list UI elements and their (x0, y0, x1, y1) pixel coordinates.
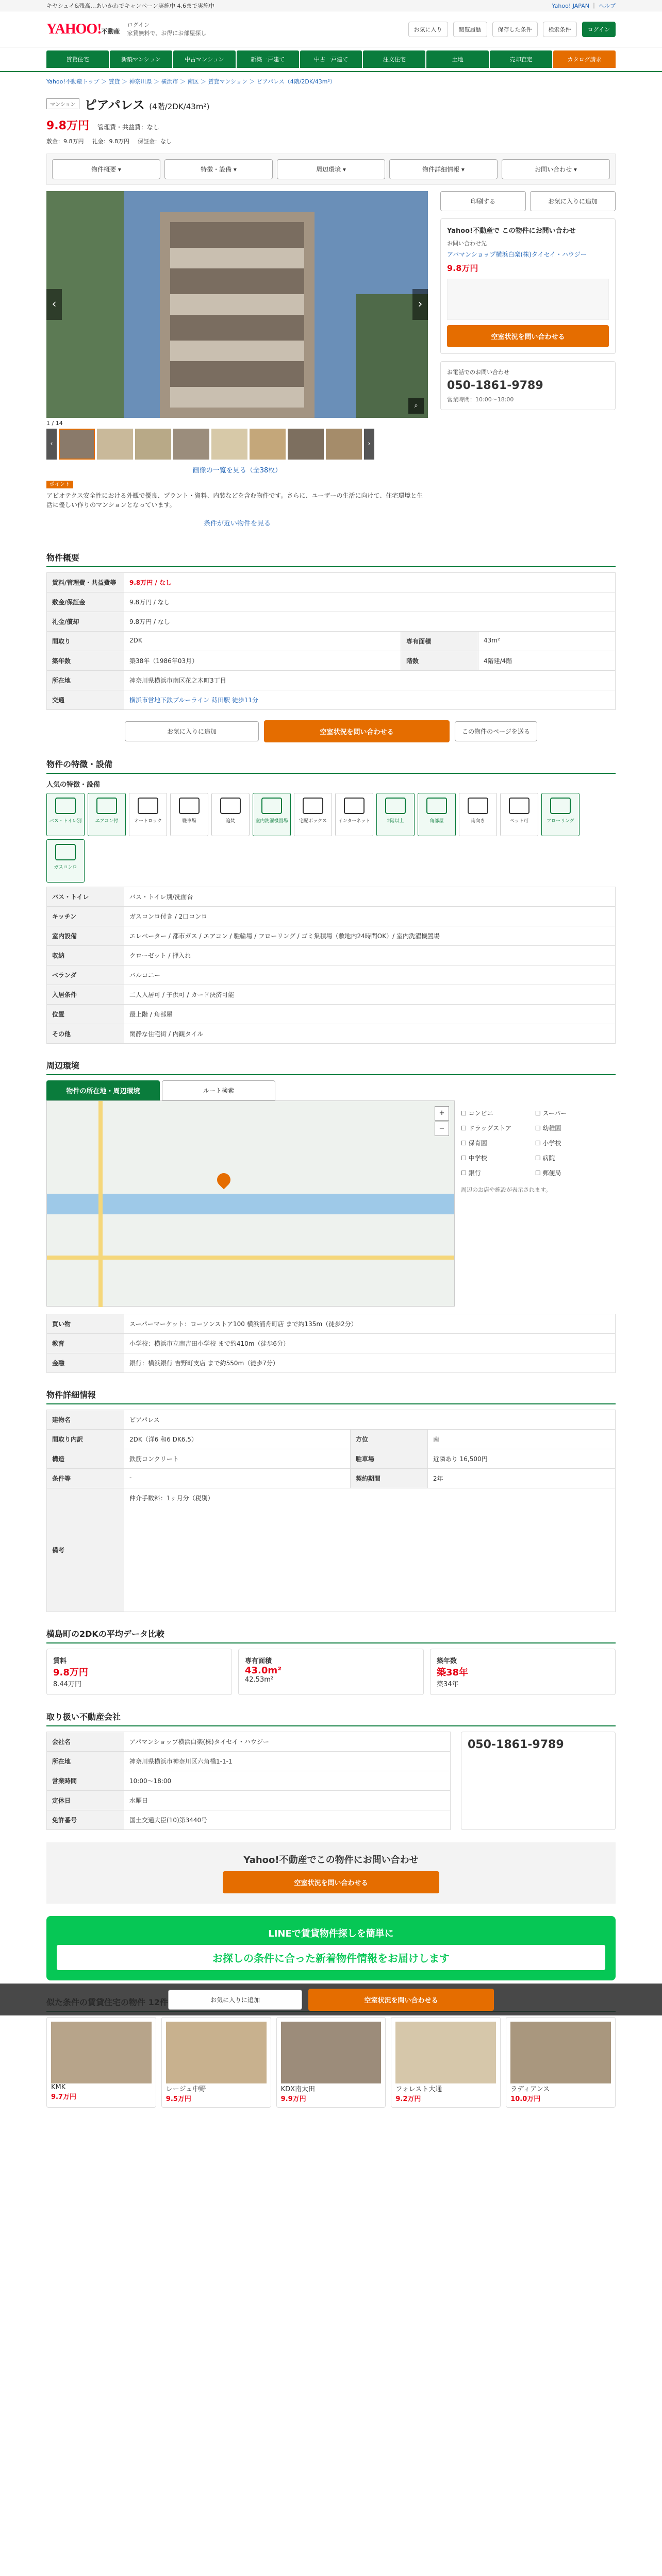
surroundings-map[interactable] (46, 1100, 455, 1307)
agent-phone[interactable]: 050-1861-9789 (468, 1738, 564, 1751)
line-banner[interactable]: LINEで賃貸物件探しを簡単に お探しの条件に合った新着物件情報をお届けします (46, 1916, 616, 1980)
poi-toggle[interactable]: ☐ 郵便局 (535, 1170, 561, 1177)
price-row (46, 115, 616, 135)
property-type-tag: マンション (46, 98, 79, 109)
similar-card[interactable]: レージュ中野 9.5万円 (161, 2017, 271, 2108)
map-zoom-in-button[interactable]: + (435, 1106, 449, 1121)
tab-agent[interactable]: お問い合わせ ▾ (502, 159, 610, 179)
tab-detail[interactable]: 物件詳細情報 ▾ (389, 159, 498, 179)
cta-title: Yahoo!不動産でこの物件にお問い合わせ (243, 1855, 419, 1866)
feature-tile: ペット可 (500, 793, 538, 836)
topbar: キヤシュイ&残高…あいかわでキャンペーン実施中 4.6まで実施中 Yahoo! JAPAN ｜ ヘルプ (0, 0, 662, 11)
overview-table: 賃料/管理費・共益費等 9.8万円 / なし 敷金/保証金 9.8万円 / なし 礼金/償却 9.8万円 / なし 間取り 2DK 専有面積 43m² 築年数 築38年（1986年03月） 階数 4階建/4階 所在地 神奈川県横浜市南区花之木町3丁目 交通 横浜市営地下鉄ブルーライン 蒔田駅 徒歩11分 (46, 572, 616, 710)
detail-heading: 物件詳細情報 (46, 1385, 616, 1404)
thumbnail[interactable] (59, 429, 95, 460)
phone-number[interactable]: 050-1861-9789 (447, 379, 543, 392)
feature-tile: 室内洗濯機置場 (253, 793, 291, 836)
sticky-contact-bar (0, 1984, 662, 2015)
tab-route-search[interactable]: ルート検索 (162, 1080, 275, 1100)
map-zoom-out-button[interactable]: − (435, 1122, 449, 1136)
breadcrumb[interactable]: Yahoo!不動産トップ ＞ 賃貸 ＞ 神奈川県 ＞ 横浜市 ＞ 南区 ＞ 賃貸マンション ＞ ピアパレス（4階/2DK/43m²） (46, 78, 336, 85)
poi-toggle[interactable]: ☐ 小学校 (535, 1140, 561, 1147)
main-nav (0, 47, 662, 72)
thumbnail[interactable] (173, 429, 209, 460)
tab-map-area[interactable]: 物件の所在地・周辺環境 (46, 1080, 160, 1100)
averages-cards (46, 1649, 616, 1695)
similar-card[interactable]: KDX南太田 9.9万円 (276, 2017, 386, 2108)
nav-used-mansion[interactable]: 中古マンション (173, 50, 236, 68)
thumbnail[interactable] (211, 429, 247, 460)
thumbnail[interactable] (250, 429, 286, 460)
header-search-button[interactable]: 検索条件 (543, 22, 577, 37)
similar-conditions-link[interactable]: 条件が近い物件を見る (203, 520, 271, 528)
feature-tile: 宅配ボックス (294, 793, 332, 836)
poi-toggle[interactable]: ☐ 病院 (535, 1155, 555, 1162)
agent-table: 会社名 アパマンショップ横浜白楽(株)タイセイ・ハウジー 所在地 神奈川県横浜市神奈川区六角橋1-1-1 営業時間 10:00〜18:00 定休日 水曜日 免許番号 国土交通大臣(10)第3440号 (46, 1732, 451, 1830)
tab-surroundings[interactable]: 周辺環境 ▾ (277, 159, 385, 179)
poi-toggle[interactable]: ☐ 銀行 (461, 1170, 481, 1177)
thumbnail[interactable] (97, 429, 133, 460)
avg-card-area: 専有面積 43.0m² 42.53m² (238, 1649, 424, 1695)
page-title: ピアパレス (4階/2DK/43m²) (84, 98, 210, 112)
header-favorites-button[interactable]: お気に入り (408, 22, 448, 37)
feature-tile: 追焚 (211, 793, 250, 836)
tab-features[interactable]: 特徴・設備 ▾ (164, 159, 273, 179)
thumb-prev-button[interactable]: ‹ (46, 429, 57, 460)
tab-overview[interactable]: 物件概要 ▾ (52, 159, 160, 179)
header-tagline: ログイン 家賃無料で、お得にお部屋探し (127, 22, 207, 37)
nav-new-mansion[interactable]: 新築マンション (110, 50, 172, 68)
nav-land[interactable]: 土地 (426, 50, 489, 68)
sidebar-price: 9.8万円 (447, 263, 478, 273)
features-table: バス・トイレ バス・トイレ別/洗面台 キッチン ガスコンロ付き / 2口コンロ 室内設備 エレベーター / 都市ガス / エアコン / 駐輪場 / フローリング / ゴミ集積場（敷地内24時間OK）/ 室内洗濯機置場 収納 クローゼット / 押入れ ベランダ バルコニー 入居条件 二人入居可 / 子供可 / カード決済可能 位置 最上階 / 角部屋 その他 閑静な住宅街 / 内観タイル (46, 887, 616, 1044)
feature-tile: エアコン付 (88, 793, 126, 836)
cta-contact-button[interactable]: 空室状況を問い合わせる (223, 1871, 439, 1893)
feature-tile: バス・トイレ別 (46, 793, 85, 836)
contact-title: お問い合わせ先 (447, 240, 487, 247)
cta-box (46, 1842, 616, 1904)
map-note: 周辺のお店や施設が表示されます。 (461, 1187, 552, 1193)
sidebar-contact-button[interactable]: 空室状況を問い合わせる (447, 325, 609, 347)
rent-price: 9.8万円 (46, 120, 89, 132)
nav-catalog[interactable]: カタログ請求 (553, 50, 616, 68)
thumb-next-button[interactable]: › (364, 429, 374, 460)
guarantee: 保証金：なし (138, 138, 172, 145)
nav-rent[interactable]: 賃貸住宅 (46, 50, 109, 68)
point-label: ポイント (46, 481, 73, 488)
surroundings-table: 買い物 スーパーマーケット：ローソンストア100 横浜浦舟町店 まで約135m（徒歩2分） 教育 小学校：横浜市立南吉田小学校 まで約410m（徒歩6分） 金融 銀行：横浜銀行 吉野町支店 まで約550m（徒歩7分） (46, 1314, 616, 1373)
feature-tile: フローリング (541, 793, 580, 836)
surroundings-heading: 周辺環境 (46, 1056, 616, 1075)
feature-tile: 南向き (459, 793, 497, 836)
deposit: 敷金：9.8万円 (46, 138, 84, 145)
features-grid (46, 793, 616, 883)
send-page-button[interactable]: この物件のページを送る (455, 721, 537, 741)
print-button[interactable]: 印刷する (440, 191, 526, 211)
feature-tile: オートロック (129, 793, 167, 836)
sidebar-company-link[interactable]: アパマンショップ横浜白楽(株)タイセイ・ハウジー (447, 251, 587, 258)
feature-tile: 2階以上 (376, 793, 415, 836)
detail-table: 建物名 ピアパレス 間取り内訳 2DK（洋6 和6 DK6.5） 方位 南 構造 鉄筋コンクリート 駐車場 近隣あり 16,500円 条件等 - 契約期間 2年 備考 仲介手数料：1ヶ月分（税別） (46, 1410, 616, 1612)
poi-toggle[interactable]: ☐ 幼稚園 (535, 1125, 561, 1132)
features-heading: 物件の特徴・設備 (46, 755, 616, 774)
station-link[interactable]: 横浜市営地下鉄ブルーライン 蒔田駅 徒歩11分 (129, 697, 259, 704)
averages-heading: 横島町の2DKの平均データ比較 (46, 1624, 616, 1643)
avg-card-rent: 賃料 9.8万円 8.44万円 (46, 1649, 232, 1695)
similar-card[interactable]: ラディアンス 10.0万円 (506, 2017, 616, 2108)
property-pin-icon (214, 1171, 234, 1190)
thumbnail-strip (46, 429, 428, 460)
feature-tile: 角部屋 (418, 793, 456, 836)
hours-text: 営業時間：10:00〜18:00 (447, 396, 514, 403)
topbar-link-help[interactable]: ヘルプ (599, 3, 616, 9)
feature-tile: ガスコンロ (46, 839, 85, 883)
sticky-contact-button[interactable]: 空室状況を問い合わせる (308, 1989, 494, 2011)
key-money: 礼金：9.8万円 (92, 138, 129, 145)
poi-toggle[interactable]: ☐ スーパー (535, 1110, 567, 1117)
favorite-button[interactable]: お気に入りに追加 (530, 191, 616, 211)
poi-toggle[interactable]: ☐ コンビニ (461, 1110, 493, 1117)
thumbnail[interactable] (288, 429, 324, 460)
poi-toggle[interactable]: ☐ 保育園 (461, 1140, 487, 1147)
sidebar-heading: Yahoo!不動産で この物件にお問い合わせ (447, 227, 576, 235)
feature-tile: 駐車場 (170, 793, 208, 836)
contact-button-2[interactable]: 空室状況を問い合わせる (264, 720, 450, 742)
header-login-button[interactable]: ログイン (582, 22, 616, 37)
overview-heading: 物件概要 (46, 548, 616, 567)
site-header (0, 11, 662, 47)
mgmt-fee: 管理費・共益費：なし (97, 124, 159, 131)
photo-prev-button[interactable]: ‹ (46, 289, 62, 320)
point-text: アピオテクス安全性における外観で優良、プラント・資料、内装などを含む物件です。さらに、ユーザーの生活に向けて、住宅環境と生活に優しい作りのマンションとなっています。 (46, 492, 423, 509)
phone-label: お電話でのお問い合わせ (447, 369, 509, 376)
popular-features-heading: 人気の特徴・設備 (46, 781, 101, 789)
topbar-link-yahoo[interactable]: Yahoo! JAPAN (552, 3, 589, 9)
header-history-button[interactable]: 閲覧履歴 (453, 22, 487, 37)
thumbnail[interactable] (135, 429, 171, 460)
similar-cards (46, 2017, 616, 2108)
nav-used-house[interactable]: 中古一戸建て (300, 50, 362, 68)
poi-legend (461, 1100, 616, 1307)
similar-card[interactable]: KMK 9.7万円 (46, 2017, 156, 2108)
feature-tile: インターネット (335, 793, 373, 836)
nav-appraisal[interactable]: 売却査定 (490, 50, 552, 68)
photo-count: 1 / 14 (46, 420, 63, 427)
nav-new-house[interactable]: 新築一戸建て (237, 50, 299, 68)
favorite-button-2[interactable]: お気に入りに追加 (125, 721, 259, 741)
nav-custom-house[interactable]: 注文住宅 (363, 50, 425, 68)
agent-heading: 取り扱い不動産会社 (46, 1707, 616, 1726)
topbar-notice[interactable]: キヤシュイ&残高…あいかわでキャンペーン実施中 4.6まで実施中 (46, 3, 215, 9)
sticky-favorite-button[interactable]: お気に入りに追加 (168, 1990, 302, 2010)
poi-toggle[interactable]: ☐ 中学校 (461, 1155, 487, 1162)
photo-next-button[interactable]: › (412, 289, 428, 320)
zoom-icon[interactable]: ⌕ (408, 398, 424, 414)
avg-card-age: 築年数 築38年 築34年 (430, 1649, 616, 1695)
poi-toggle[interactable]: ☐ ドラッグストア (461, 1125, 511, 1132)
yahoo-logo[interactable]: YAHOO!不動産 (46, 21, 120, 37)
main-photo[interactable] (46, 191, 428, 418)
photo-list-link[interactable]: 画像の一覧を見る（全38枚） (192, 467, 282, 474)
thumbnail[interactable] (326, 429, 362, 460)
similar-card[interactable]: フォレスト大通 9.2万円 (391, 2017, 501, 2108)
header-saved-button[interactable]: 保存した条件 (492, 22, 538, 37)
